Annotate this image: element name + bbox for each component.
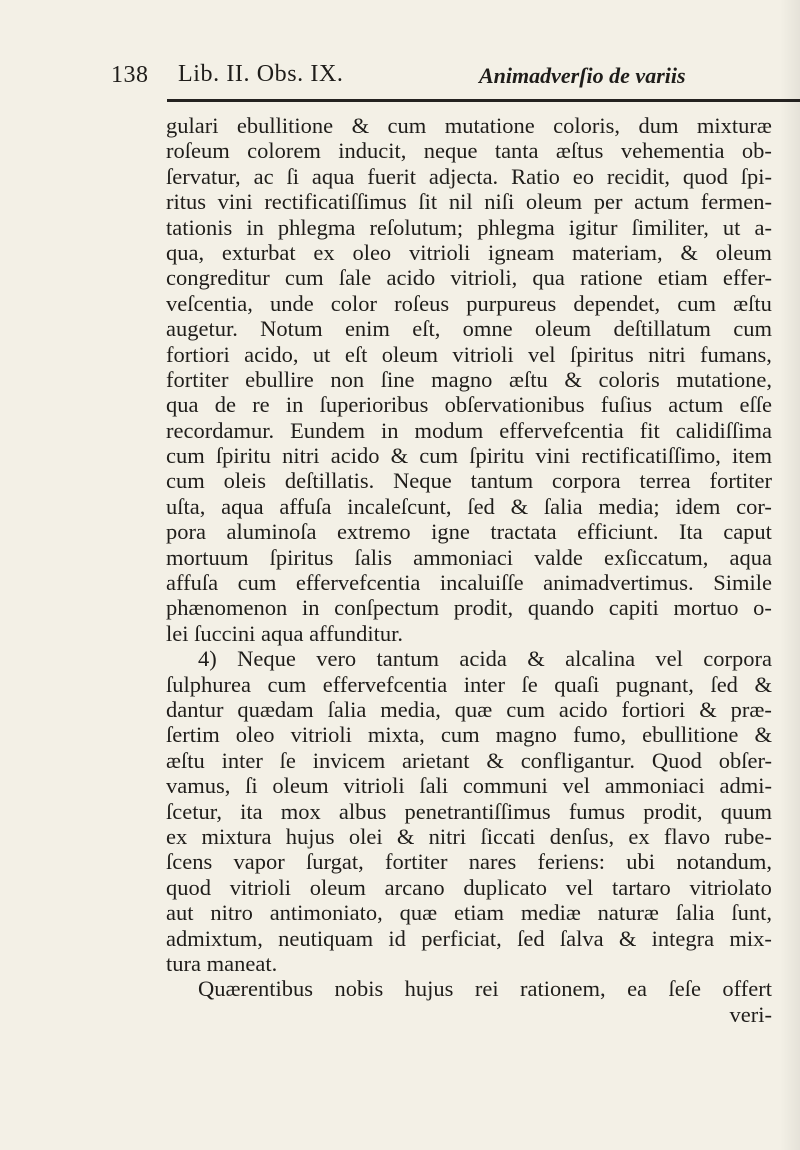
text-line: recordamur. Eundem in modum effervefcentia fit calidiſſima — [166, 417, 772, 443]
text-line: quod vitrioli oleum arcano duplicato vel tartaro vitriolato — [166, 874, 772, 900]
text-line: admixtum, neutiquam id perficiat, ſed ſalva & integra mix- — [166, 925, 772, 951]
header-rule — [167, 99, 800, 102]
text-line: fortiter ebullire non ſine magno æſtu & coloris mutatione, — [166, 366, 772, 392]
text-line: qua de re in ſuperioribus obſervationibus fuſius actum eſſe — [166, 392, 772, 418]
page-number: 138 — [111, 62, 149, 88]
text-line: ſertim oleo vitrioli mixta, cum magno fumo, ebullitione & — [166, 722, 772, 748]
body-text — [166, 113, 772, 1027]
text-line: ſervatur, ac ſi aqua fuerit adjecta. Ratio eo recidit, quod ſpi- — [166, 163, 772, 189]
text-line: roſeum colorem inducit, neque tanta æſtus vehementia ob- — [166, 138, 772, 164]
text-line: aut nitro antimoniato, quæ etiam mediæ naturæ ſalia ſunt, — [166, 900, 772, 926]
text-line: vamus, ſi oleum vitrioli ſali communi vel ammoniaci admi- — [166, 773, 772, 799]
text-line: pora aluminoſa extremo igne tractata efficiunt. Ita caput — [166, 519, 772, 545]
text-line: æſtu inter ſe invicem arietant & confligantur. Quod obſer- — [166, 747, 772, 773]
text-line: lei ſuccini aqua affunditur. — [166, 620, 404, 646]
text-line: tationis in phlegma reſolutum; phlegma igitur ſimiliter, ut a- — [166, 214, 772, 240]
running-title: Animadverſio de variis — [479, 63, 686, 88]
text-line: veſcentia, unde color roſeus purpureus dependet, cum æſtu — [166, 290, 772, 316]
text-line: qua, exturbat ex oleo vitrioli igneam materiam, & oleum — [166, 239, 772, 265]
text-line: mortuum ſpiritus ſalis ammoniaci valde exſiccatum, aqua — [166, 544, 772, 570]
text-line: veri- — [729, 1001, 772, 1027]
text-line: fortiori acido, ut eſt oleum vitrioli vel ſpiritus nitri fumans, — [166, 341, 772, 367]
text-line: uſta, aqua affuſa incaleſcunt, ſed & ſalia media; idem cor- — [166, 493, 772, 519]
text-line: cum oleis deſtillatis. Neque tantum corpora terrea fortiter — [166, 468, 772, 494]
page-edge-shadow — [780, 0, 800, 1150]
text-line: gulari ebullitione & cum mutatione coloris, dum mixturæ — [166, 113, 772, 138]
text-line: affuſa cum effervefcentia incaluiſſe animadvertimus. Simile — [166, 570, 772, 596]
text-line: Quærentibus nobis hujus rei rationem, ea ſeſe offert — [198, 976, 772, 1002]
text-line: ritus vini rectificatiſſimus ſit nil niſi oleum per actum fermen- — [166, 189, 772, 215]
text-line: cum ſpiritu nitri acido & cum ſpiritu vini rectificatiſſimo, item — [166, 443, 772, 469]
running-head: Lib. II. Obs. IX. — [178, 61, 344, 87]
text-line: ſulphurea cum effervefcentia inter ſe quaſi pugnant, ſed & — [166, 671, 772, 697]
text-line: ex mixtura hujus olei & nitri ſiccati denſus, ex flavo rube- — [166, 823, 772, 849]
text-line: ſcetur, ita mox albus penetrantiſſimus fumus prodit, quum — [166, 798, 772, 824]
text-line: 4) Neque vero tantum acida & alcalina vel corpora — [198, 646, 772, 672]
text-line: ſcens vapor ſurgat, fortiter nares feriens: ubi notandum, — [166, 849, 772, 875]
text-line: congreditur cum ſale acido vitrioli, qua ratione etiam effer- — [166, 265, 772, 291]
text-line: phænomenon in conſpectum prodit, quando capiti mortuo o- — [166, 595, 772, 621]
text-line: tura maneat. — [166, 950, 278, 976]
text-line: dantur quædam ſalia media, quæ cum acido fortiori & præ- — [166, 696, 772, 722]
page-header — [111, 58, 781, 94]
text-line: augetur. Notum enim eſt, omne oleum deſtillatum cum — [166, 316, 772, 342]
